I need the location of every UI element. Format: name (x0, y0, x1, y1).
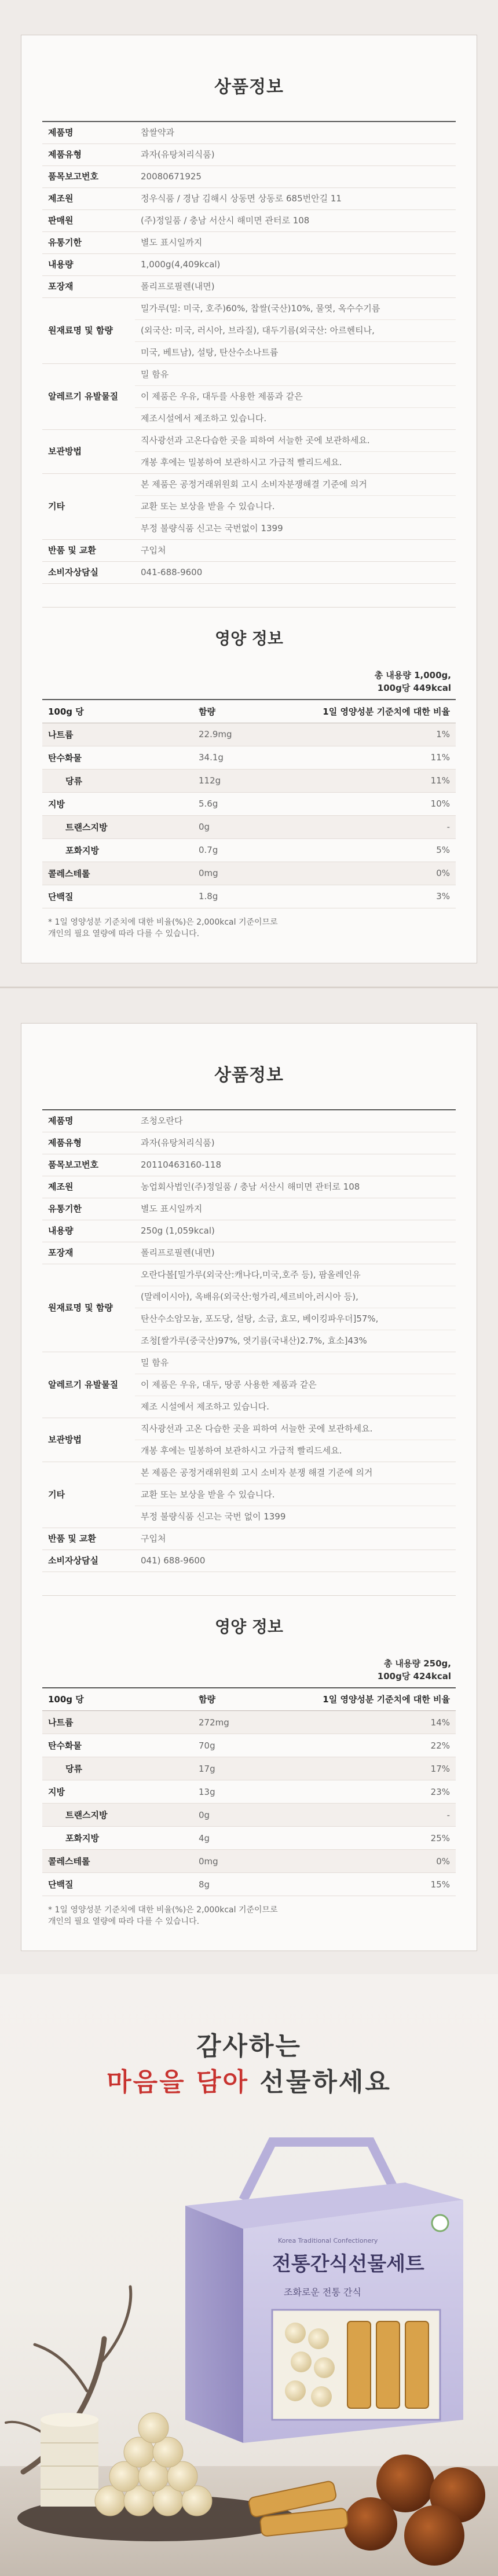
nutrient-amount: 70g (193, 1734, 285, 1757)
info-value (135, 1462, 456, 1528)
info-row (42, 1154, 456, 1176)
info-label: 품목보고번호 (42, 1154, 135, 1176)
info-value-line: 구입처 (141, 1533, 166, 1544)
info-value-line: 제조시설에서 제조하고 있습니다. (135, 407, 456, 429)
nutrition-header-per: 100g 당 (42, 1688, 193, 1711)
nutrient-name: 당류 (42, 1757, 193, 1780)
nutrient-amount: 0g (193, 815, 285, 838)
nutrition-row (42, 792, 456, 815)
nutrition-table (42, 699, 456, 908)
info-value (135, 474, 456, 540)
nutrient-daily-pct: 17% (285, 1757, 456, 1780)
info-value-line: 조청오란다 (141, 1115, 183, 1126)
nutrition-row (42, 746, 456, 769)
nutrition-header-ratio: 1일 영양성분 기준치에 대한 비율 (285, 1688, 456, 1711)
info-row (42, 430, 456, 474)
rice-cracker-stack (41, 2413, 98, 2507)
nutrient-amount: 17g (193, 1757, 285, 1780)
info-value (135, 276, 456, 298)
nutrient-amount: 0.7g (193, 838, 285, 862)
info-label: 품목보고번호 (42, 166, 135, 188)
info-value-line: 교환 또는 보상을 받을 수 있습니다. (135, 495, 456, 517)
gift-box (185, 2142, 463, 2443)
nutrient-name: 지방 (42, 1780, 193, 1804)
nutrient-name: 트랜스지방 (42, 1804, 193, 1827)
info-value-line: 미국, 베트남), 설탕, 탄산수소나트륨 (135, 341, 456, 363)
info-value-line: 구입처 (141, 545, 166, 555)
info-label: 보관방법 (42, 1418, 135, 1462)
info-value (135, 1110, 456, 1132)
nutrient-name: 포화지방 (42, 838, 193, 862)
info-value (135, 122, 456, 144)
info-value-line: (말레이시아), 옥배유(외국산:헝가리,세르비아,러시아 등), (135, 1286, 456, 1308)
info-label: 알레르기 유발물질 (42, 1352, 135, 1418)
nutrient-name: 탄수화물 (42, 1734, 193, 1757)
nutrient-name: 콜레스테롤 (42, 1850, 193, 1873)
box-title: 전통간식선물세트 (272, 2253, 424, 2276)
nutrient-amount: 4g (193, 1827, 285, 1850)
info-value-line: 20080671925 (141, 171, 202, 182)
certification-mark-icon (432, 2215, 448, 2231)
nutrient-daily-pct: 15% (285, 1873, 456, 1896)
nutrient-daily-pct: - (285, 1804, 456, 1827)
info-label: 제품명 (42, 122, 135, 144)
gift-headline-rest: 선물하세요 (249, 2067, 391, 2097)
info-value-line: 탄산수소암모늄, 포도당, 설탕, 소금, 효모, 베이킹파우더]57%, (135, 1308, 456, 1330)
info-value-line: 개봉 후에는 밀봉하여 보관하시고 가급적 빨리드세요. (135, 451, 456, 473)
info-value (135, 298, 456, 364)
info-value-line: 본 제품은 공정거래위원회 고시 소비자분쟁해결 기준에 의거 (141, 479, 367, 490)
info-value (135, 210, 456, 232)
info-label: 반품 및 교환 (42, 1528, 135, 1550)
product-info-table (42, 1109, 456, 1572)
nutrient-daily-pct: 25% (285, 1827, 456, 1850)
nutrient-daily-pct: 10% (285, 792, 456, 815)
product-info-section-2 (0, 987, 498, 1975)
info-label: 내용량 (42, 254, 135, 276)
product-info-card-2 (21, 1023, 477, 1952)
nutrition-row (42, 885, 456, 908)
info-value (135, 166, 456, 188)
info-label: 포장재 (42, 276, 135, 298)
info-value-line: 폴리프로필렌(내면) (141, 1247, 215, 1258)
info-value-line: 제조 시설에서 제조하고 있습니다. (135, 1396, 456, 1418)
nutrient-daily-pct: 1% (285, 723, 456, 746)
info-value (135, 1264, 456, 1352)
info-label: 반품 및 교환 (42, 540, 135, 562)
nutrient-daily-pct: 11% (285, 746, 456, 769)
info-row (42, 1242, 456, 1264)
nutrient-name: 나트륨 (42, 1711, 193, 1734)
nutrient-amount: 1.8g (193, 885, 285, 908)
info-value-line: 개봉 후에는 밀봉하여 보관하시고 가급적 빨리드세요. (135, 1440, 456, 1462)
info-value-line: 별도 표시일까지 (141, 1203, 203, 1214)
info-row (42, 1220, 456, 1242)
info-value-line: (주)정일품 / 충남 서산시 해미면 관터로 108 (141, 215, 310, 226)
nutrient-daily-pct: 11% (285, 769, 456, 792)
nutrition-row (42, 1827, 456, 1850)
info-value-line: 농업회사법인(주)정일품 / 충남 서산시 해미면 관터로 108 (141, 1181, 360, 1192)
info-row (42, 562, 456, 584)
info-value (135, 1132, 456, 1154)
info-value (135, 562, 456, 584)
gift-headline-line2 (0, 2061, 498, 2098)
info-row (42, 474, 456, 540)
box-small-text: Korea Traditional Confectionery (278, 2237, 378, 2244)
nutrient-daily-pct: 5% (285, 838, 456, 862)
info-value-line: 교환 또는 보상을 받을 수 있습니다. (135, 1484, 456, 1506)
nutrition-row (42, 769, 456, 792)
info-value-line: 별도 표시일까지 (141, 237, 203, 248)
info-label: 유통기한 (42, 232, 135, 254)
info-row (42, 1132, 456, 1154)
info-label: 내용량 (42, 1220, 135, 1242)
info-row (42, 276, 456, 298)
info-value (135, 1352, 456, 1418)
nutrient-name: 당류 (42, 769, 193, 792)
info-value-line: 1,000g(4,409kcal) (141, 259, 221, 270)
nutrition-title: 영양 정보 (215, 629, 283, 648)
nutrient-amount: 272mg (193, 1711, 285, 1734)
nutrient-name: 나트륨 (42, 723, 193, 746)
nutrient-daily-pct: 22% (285, 1734, 456, 1757)
nutrition-total-line: 총 내용량 250g, (383, 1658, 451, 1669)
product-info-card-1 (21, 35, 477, 963)
info-value (135, 1242, 456, 1264)
nutrient-daily-pct: 0% (285, 1850, 456, 1873)
info-label: 제품명 (42, 1110, 135, 1132)
nutrition-total-line: 100g당 424kcal (377, 1670, 451, 1681)
info-row (42, 1528, 456, 1550)
info-value (135, 1550, 456, 1572)
nutrition-row (42, 1873, 456, 1896)
nutrient-name: 탄수화물 (42, 746, 193, 769)
nutrition-row (42, 1804, 456, 1827)
info-row (42, 298, 456, 364)
nutrition-note: * 1일 영양성분 기준치에 대한 비율(%)은 2,000kcal 기준이므로 개인의 필요 열량에 따라 다를 수 있습니다. (48, 917, 278, 939)
nutrient-daily-pct: 3% (285, 885, 456, 908)
info-label: 기타 (42, 474, 135, 540)
nutrition-row (42, 862, 456, 885)
gift-photo-illustration (0, 2119, 498, 2576)
nutrient-amount: 34.1g (193, 746, 285, 769)
nutrient-name: 콜레스테롤 (42, 862, 193, 885)
product-info-title: 상품정보 (214, 1065, 284, 1085)
info-row (42, 1418, 456, 1462)
nutrition-row (42, 723, 456, 746)
nutrition-row (42, 1757, 456, 1780)
info-value (135, 540, 456, 562)
info-value (135, 232, 456, 254)
info-value-line: (외국산: 미국, 러시아, 브라질), 대두기름(외국산: 아르헨티나, (135, 319, 456, 341)
info-value (135, 364, 456, 430)
nutrition-table (42, 1687, 456, 1897)
info-value-line: 오란다볼[밀가루(외국산:캐나다,미국,호주 등), 팜올레인유 (141, 1269, 361, 1280)
nutrition-header-amount: 함량 (193, 1688, 285, 1711)
info-value (135, 430, 456, 474)
info-label: 포장재 (42, 1242, 135, 1264)
nutrition-row (42, 1734, 456, 1757)
info-value-line: 직사광선과 고온다습한 곳을 피하여 서늘한 곳에 보관하세요. (141, 435, 370, 446)
info-value-line: 20110463160-118 (141, 1159, 222, 1170)
info-label: 보관방법 (42, 430, 135, 474)
info-value-line: 폴리프로필렌(내면) (141, 281, 215, 292)
product-info-title: 상품정보 (214, 77, 284, 97)
nutrient-name: 단백질 (42, 1873, 193, 1896)
info-value (135, 1418, 456, 1462)
info-value-line: 250g (1,059kcal) (141, 1225, 215, 1236)
oranda-puffs (95, 2413, 212, 2516)
info-value (135, 1154, 456, 1176)
info-row (42, 540, 456, 562)
info-value-line: 밀가루(밀: 미국, 호주)60%, 찹쌀(국산)10%, 물엿, 옥수수기름 (141, 303, 380, 314)
nutrient-amount: 0g (193, 1804, 285, 1827)
info-value-line: 본 제품은 공정거래위원회 고시 소비자 분쟁 해결 기준에 의거 (141, 1467, 373, 1478)
product-info-section-1 (0, 0, 498, 987)
info-label: 유통기한 (42, 1198, 135, 1220)
info-label: 알레르기 유발물질 (42, 364, 135, 430)
nutrition-header-per: 100g 당 (42, 700, 193, 723)
info-value-line: 직사광선과 고온 다습한 곳을 피하여 서늘한 곳에 보관하세요. (141, 1423, 373, 1434)
nutrition-total (42, 669, 456, 699)
product-info-table (42, 121, 456, 584)
info-row (42, 1550, 456, 1572)
nutrient-daily-pct: 0% (285, 862, 456, 885)
info-value-line: 이 제품은 우유, 대두, 땅콩 사용한 제품과 같은 (135, 1374, 456, 1396)
nutrition-row (42, 1711, 456, 1734)
info-value (135, 1176, 456, 1198)
nutrient-daily-pct: 14% (285, 1711, 456, 1734)
info-row (42, 232, 456, 254)
nutrition-total-line: 100g당 449kcal (377, 683, 451, 693)
nutrient-daily-pct: - (285, 815, 456, 838)
nutrient-amount: 13g (193, 1780, 285, 1804)
nutrition-row (42, 815, 456, 838)
gift-headline-line1: 감사하는 (196, 2032, 302, 2061)
info-row (42, 210, 456, 232)
nutrition-row (42, 1780, 456, 1804)
nutrition-header-ratio: 1일 영양성분 기준치에 대한 비율 (285, 700, 456, 723)
info-value (135, 1198, 456, 1220)
info-value-line: 부정 불량식품 신고는 국번없이 1399 (135, 517, 456, 539)
gift-banner (0, 1974, 498, 2576)
info-value-line: 이 제품은 우유, 대두를 사용한 제품과 같은 (135, 385, 456, 407)
info-row (42, 166, 456, 188)
info-row (42, 144, 456, 166)
nutrient-amount: 112g (193, 769, 285, 792)
info-value-line: 041-688-9600 (141, 567, 203, 577)
info-row (42, 1264, 456, 1352)
info-value (135, 144, 456, 166)
info-label: 판매원 (42, 210, 135, 232)
nutrient-daily-pct: 23% (285, 1780, 456, 1804)
nutrient-name: 포화지방 (42, 1827, 193, 1850)
info-value (135, 188, 456, 210)
info-row (42, 1110, 456, 1132)
info-value-line: 밀 함유 (141, 1357, 169, 1368)
info-row (42, 1176, 456, 1198)
info-value-line: 찹쌀약과 (141, 127, 174, 138)
nutrition-total-line: 총 내용량 1,000g, (374, 670, 451, 680)
info-label: 원재료명 및 함량 (42, 298, 135, 364)
info-label: 제품유형 (42, 1132, 135, 1154)
info-value-line: 부정 불량식품 신고는 국번 없이 1399 (135, 1506, 456, 1528)
info-value-line: 밀 함유 (141, 369, 169, 380)
info-value-line: 조청[쌀가루(중국산)97%, 엿기름(국내산)2.7%, 효소]43% (135, 1330, 456, 1352)
info-label: 원재료명 및 함량 (42, 1264, 135, 1352)
nutrient-amount: 8g (193, 1873, 285, 1896)
info-row (42, 254, 456, 276)
nutrition-total (42, 1657, 456, 1687)
nutrient-name: 지방 (42, 792, 193, 815)
info-value (135, 1220, 456, 1242)
nutrient-amount: 0mg (193, 862, 285, 885)
info-value-line: 041) 688-9600 (141, 1555, 206, 1566)
info-row (42, 188, 456, 210)
info-label: 제조원 (42, 1176, 135, 1198)
info-row (42, 1198, 456, 1220)
info-row (42, 122, 456, 144)
info-label: 제조원 (42, 188, 135, 210)
nutrition-header-amount: 함량 (193, 700, 285, 723)
nutrient-amount: 5.6g (193, 792, 285, 815)
gift-headline-highlight: 마음을 담아 (107, 2067, 249, 2097)
info-label: 제품유형 (42, 144, 135, 166)
info-value (135, 1528, 456, 1550)
info-row (42, 364, 456, 430)
nutrient-name: 단백질 (42, 885, 193, 908)
info-value (135, 254, 456, 276)
info-value-line: 정우식품 / 경남 김해시 상동면 상동로 685번안길 11 (141, 193, 342, 204)
info-value-line: 과자(유탕처리식품) (141, 1137, 215, 1148)
info-label: 소비자상담실 (42, 1550, 135, 1572)
nutrition-title: 영양 정보 (215, 1617, 283, 1636)
nutrient-amount: 22.9mg (193, 723, 285, 746)
nutrition-row (42, 838, 456, 862)
info-value-line: 과자(유탕처리식품) (141, 149, 215, 160)
info-label: 기타 (42, 1462, 135, 1528)
nutrition-note: * 1일 영양성분 기준치에 대한 비율(%)은 2,000kcal 기준이므로 개인의 필요 열량에 따라 다를 수 있습니다. (48, 1905, 278, 1926)
info-row (42, 1462, 456, 1528)
box-subtitle: 조화로운 전통 간식 (284, 2287, 361, 2298)
nutrient-amount: 0mg (193, 1850, 285, 1873)
nutrition-row (42, 1850, 456, 1873)
info-label: 소비자상담실 (42, 562, 135, 584)
nutrient-name: 트랜스지방 (42, 815, 193, 838)
info-row (42, 1352, 456, 1418)
